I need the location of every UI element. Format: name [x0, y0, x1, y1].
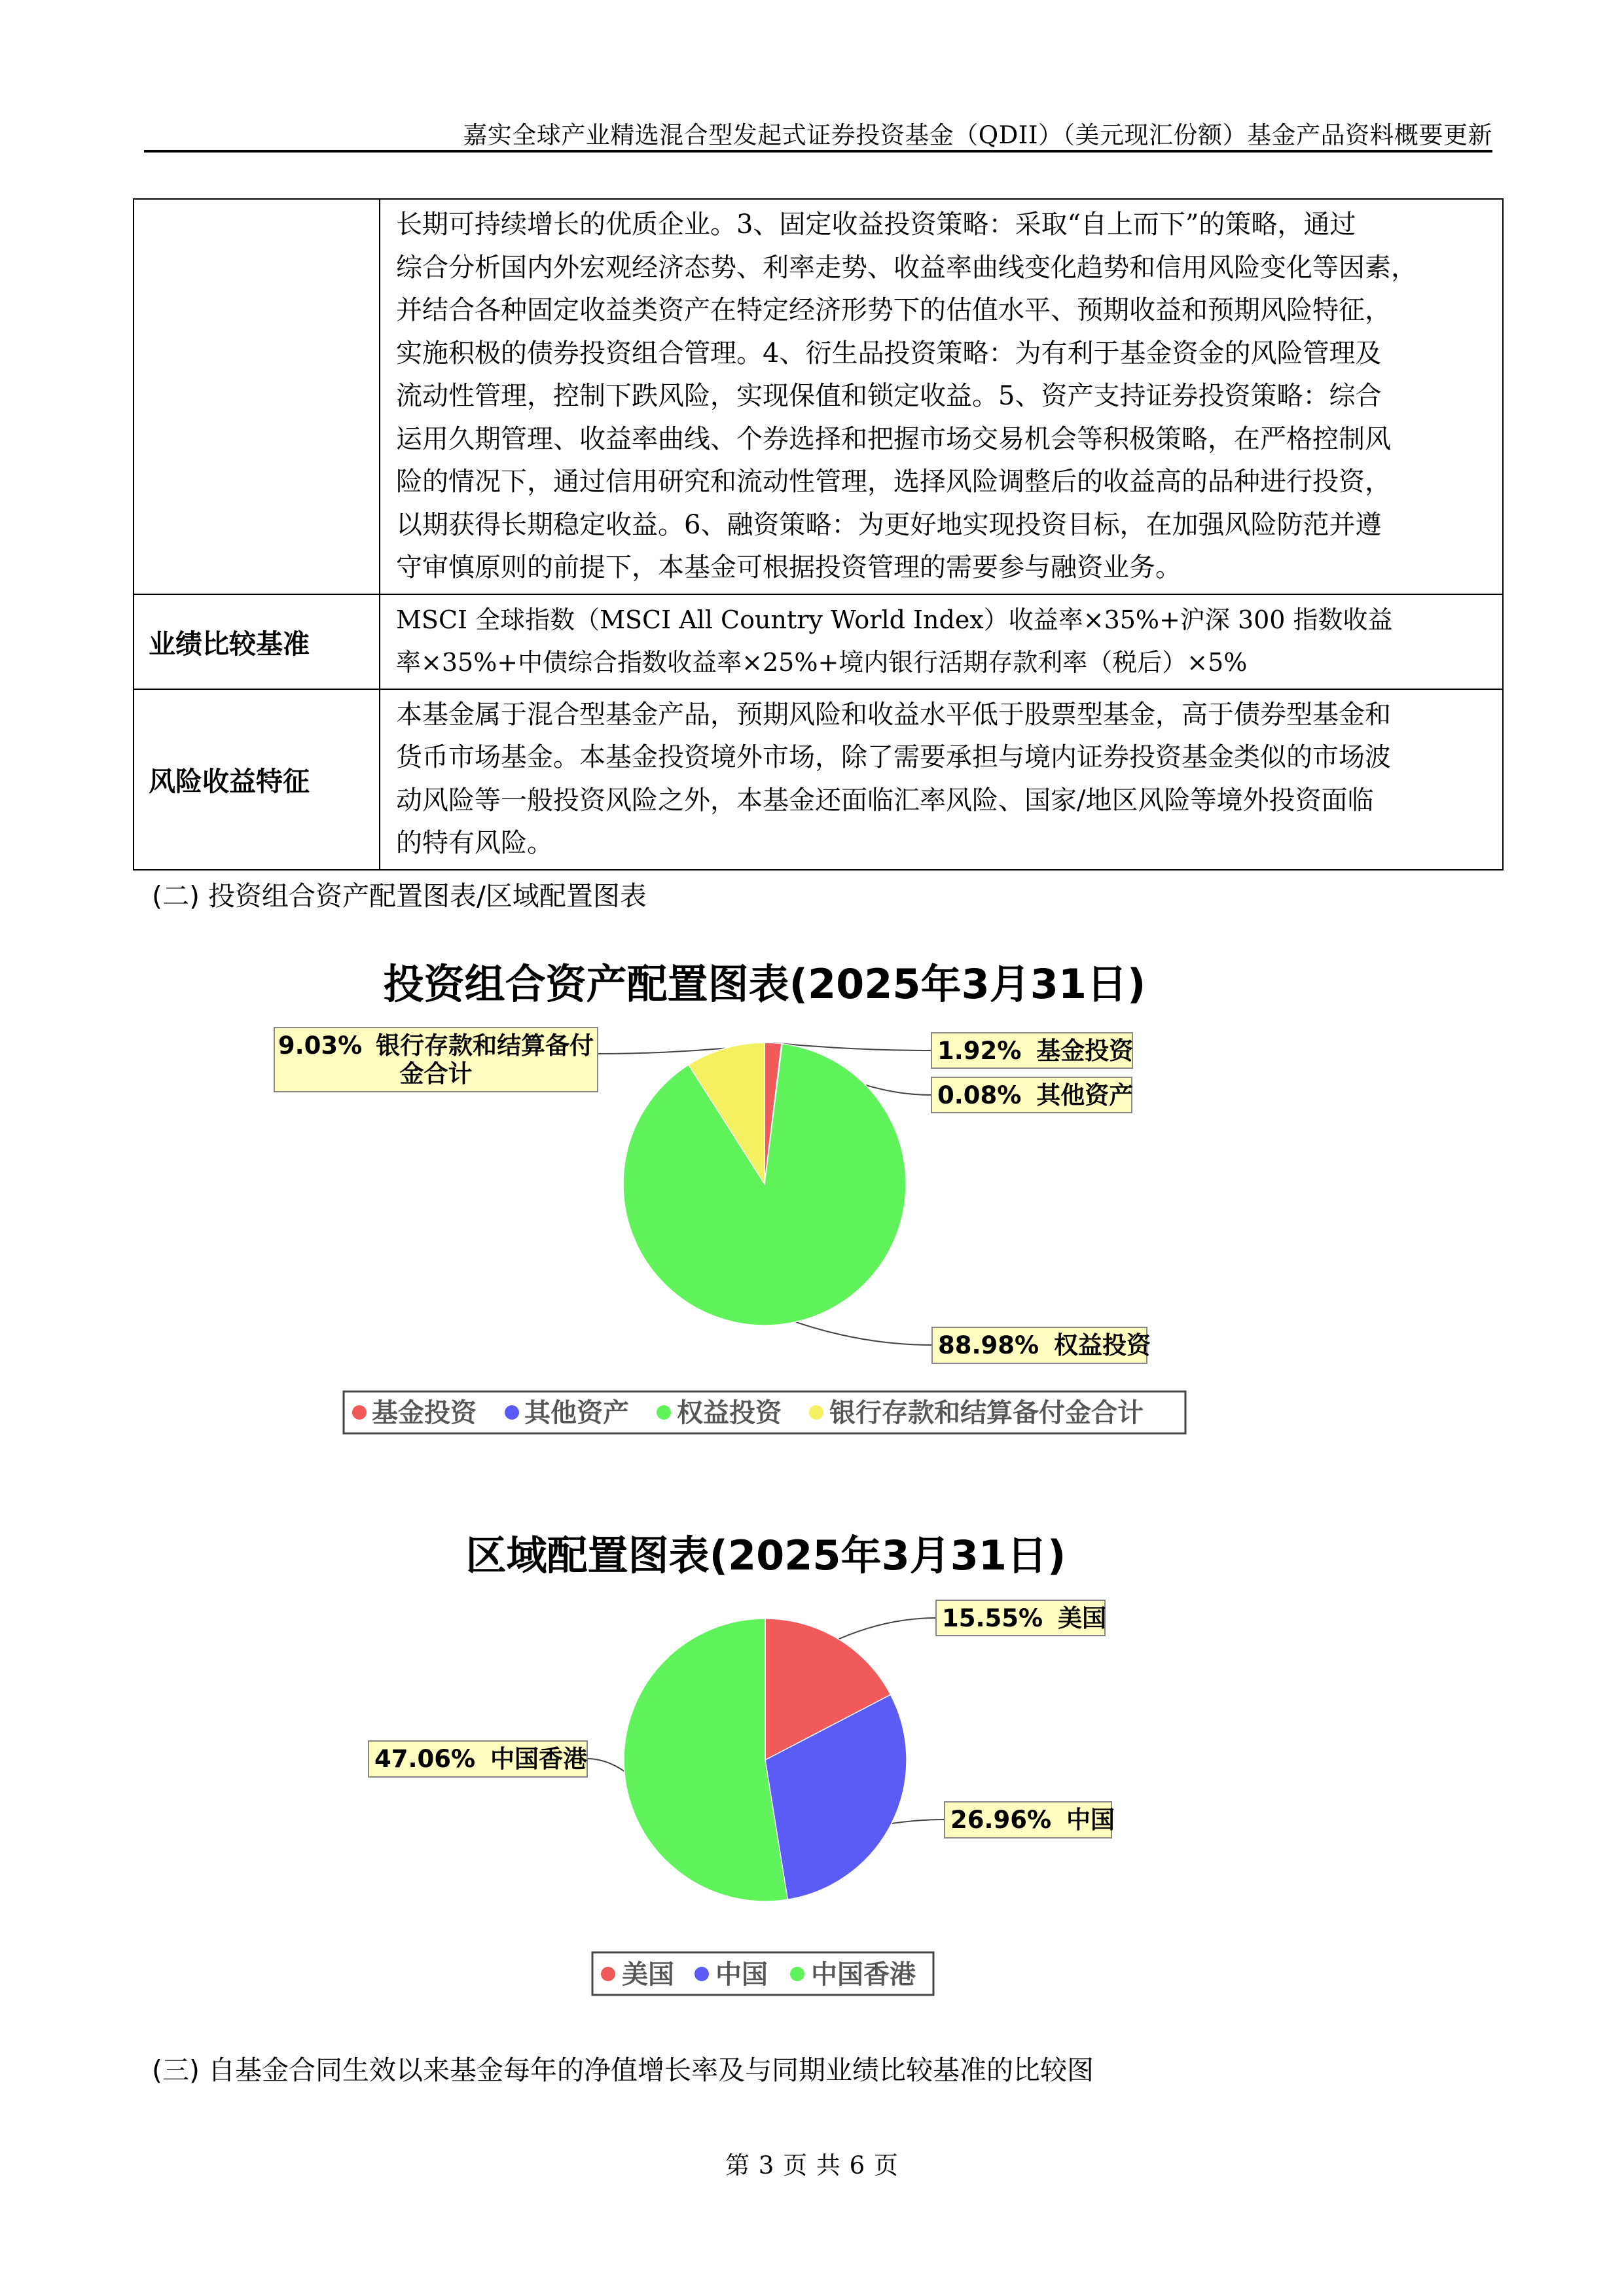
risk-line: 动风险等一般投资风险之外，本基金还面临汇率风险、国家/地区风险等境外投资面临 [396, 785, 1374, 816]
callout-label [942, 1604, 1106, 1632]
callout-fund-investment [931, 1033, 1134, 1068]
strategy-content-cell [380, 199, 1503, 594]
chart-legend [592, 1952, 933, 1995]
pie-slice [624, 1619, 787, 1901]
callout-value: 0.08% [937, 1081, 1022, 1109]
legend-item: 权益投资 [677, 1398, 782, 1428]
callout-other-assets [931, 1077, 1133, 1113]
callout-name: 基金投资 [1036, 1037, 1134, 1065]
risk-line: 的特有风险。 [396, 828, 553, 858]
strategy-line: 综合分析国内外宏观经济态势、利率走势、收益率曲线变化趋势和信用风险变化等因素， [396, 252, 1417, 283]
callout-value: 15.55% [942, 1604, 1043, 1632]
legend-item: 银行存款和结算备付金合计 [829, 1398, 1144, 1428]
callout-label [374, 1745, 587, 1773]
risk-row [134, 689, 1503, 870]
legend-item: 中国香港 [811, 1960, 916, 1990]
strategy-line: 险的情况下，通过信用研究和流动性管理，选择风险调整后的收益高的品种进行投资， [396, 467, 1391, 497]
benchmark-line: MSCI 全球指数（MSCI All Country World Index）收益率×35%+沪深 300 指数收益 [396, 605, 1393, 634]
callout-name: 权益投资 [1054, 1331, 1151, 1359]
chart-title: 区域配置图表(2025年3月31日) [465, 1532, 1066, 1579]
callout-name: 其他资产 [1036, 1081, 1134, 1109]
legend-marker [790, 1967, 804, 1981]
leader-line [795, 1322, 932, 1345]
risk-label: 风险收益特征 [134, 689, 380, 870]
strategy-line: 以期获得长期稳定收益。6、融资策略：为更好地实现投资目标，在加强风险防范并遵 [396, 509, 1382, 540]
strategy-label-cell [134, 199, 380, 594]
callout-bank-deposits [274, 1028, 598, 1092]
callout-name: 银行存款和结算备付 [376, 1031, 594, 1060]
legend-marker [505, 1405, 519, 1420]
callout-china [945, 1802, 1115, 1838]
callout-equity-investment [932, 1327, 1151, 1363]
callout-value: 47.06% [374, 1745, 476, 1773]
section-3-heading: (三) 自基金合同生效以来基金每年的净值增长率及与同期业绩比较基准的比较图 [152, 2054, 1094, 2086]
legend-marker [809, 1405, 823, 1420]
legend-item: 基金投资 [372, 1398, 477, 1428]
strategy-line: 流动性管理，控制下跌风险，实现保值和锁定收益。5、资产支持证券投资策略：综合 [396, 381, 1382, 411]
legend-marker [601, 1967, 615, 1981]
leader-line [892, 1820, 945, 1823]
strategy-line: 守审慎原则的前提下，本基金可根据投资管理的需要参与融资业务。 [396, 552, 1182, 583]
callout-name: 美国 [1058, 1604, 1106, 1632]
legend-marker [695, 1967, 709, 1981]
legend-item: 中国 [715, 1960, 768, 1990]
callout-label [950, 1806, 1115, 1834]
strategy-line: 实施积极的债券投资组合管理。4、衍生品投资策略：为有利于基金资金的风险管理及 [396, 338, 1382, 368]
strategy-line: 长期可持续增长的优质企业。3、固定收益投资策略：采取“自上而下”的策略，通过 [396, 209, 1356, 240]
callout-name: 中国 [1066, 1806, 1115, 1834]
callout-hong-kong [369, 1741, 587, 1777]
legend-item: 美国 [622, 1960, 674, 1990]
leader-line [839, 1618, 936, 1639]
page-footer: 第 3 页 共 6 页 [725, 2151, 899, 2179]
chart-title: 投资组合资产配置图表(2025年3月31日) [383, 960, 1146, 1008]
strategy-row [134, 199, 1503, 594]
callout-name: 中国香港 [490, 1745, 587, 1773]
leader-line [598, 1049, 725, 1054]
header-rule [144, 150, 1492, 152]
legend-marker [657, 1405, 671, 1420]
region-allocation-pie-chart [0, 1505, 1624, 2009]
asset-allocation-pie-chart [0, 942, 1624, 1460]
callout-value: 9.03% [278, 1031, 363, 1060]
legend-item: 其他资产 [524, 1398, 629, 1428]
callout-value: 1.92% [937, 1037, 1022, 1065]
callout-label [278, 1031, 594, 1060]
risk-line: 本基金属于混合型基金产品，预期风险和收益水平低于股票型基金，高于债券型基金和 [396, 699, 1391, 730]
chart-legend [344, 1391, 1185, 1433]
risk-content-cell [380, 689, 1503, 870]
leader-line [587, 1759, 624, 1771]
benchmark-line: 率×35%+中债综合指数收益率×25%+境内银行活期存款利率（税后）×5% [396, 648, 1248, 677]
strategy-line: 并结合各种固定收益类资产在特定经济形势下的估值水平、预期收益和预期风险特征， [396, 295, 1391, 325]
benchmark-row [134, 594, 1503, 689]
callout-name-line2: 金合计 [399, 1060, 473, 1088]
strategy-line: 运用久期管理、收益率曲线、个券选择和把握市场交易机会等积极策略，在严格控制风 [396, 423, 1391, 454]
section-2-heading: (二) 投资组合资产配置图表/区域配置图表 [152, 880, 647, 912]
callout-value: 26.96% [950, 1806, 1052, 1834]
callout-usa [936, 1600, 1106, 1636]
benchmark-content-cell [380, 594, 1503, 689]
callout-label [938, 1331, 1151, 1359]
callout-value: 88.98% [938, 1331, 1039, 1359]
document-header-title: 嘉实全球产业精选混合型发起式证券投资基金（QDII）（美元现汇份额）基金产品资料概要更新 [463, 121, 1492, 149]
benchmark-label: 业绩比较基准 [134, 594, 380, 689]
fund-info-table [133, 198, 1504, 870]
risk-line: 货币市场基金。本基金投资境外市场，除了需要承担与境内证券投资基金类似的市场波 [396, 742, 1391, 772]
legend-marker [352, 1405, 367, 1420]
